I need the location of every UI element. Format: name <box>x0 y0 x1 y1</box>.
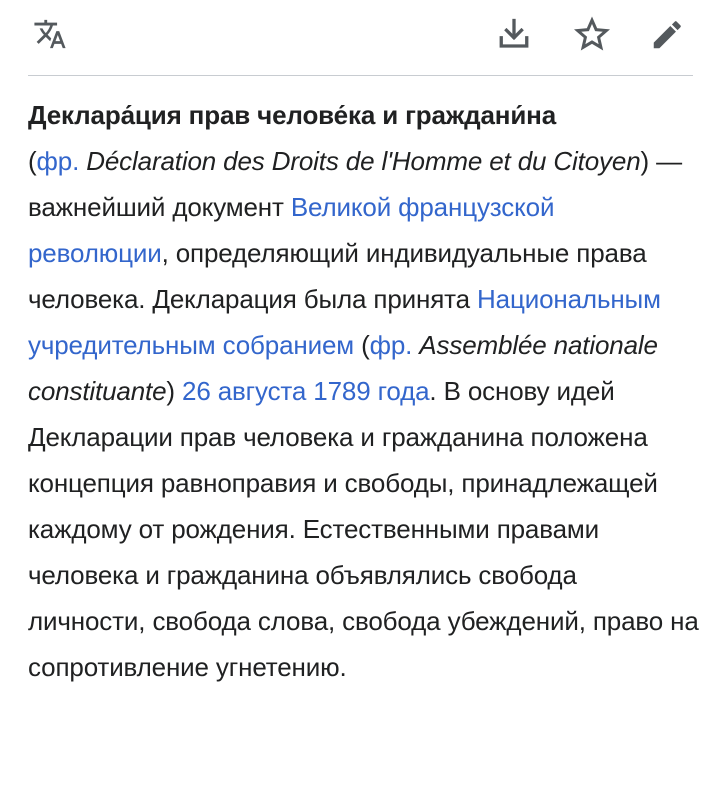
text-segment: , определяющий индивидуальные права человека. Декларация была принята <box>28 238 647 314</box>
link-great-french-revolution[interactable]: Великой французской революции <box>28 192 555 268</box>
french-title: Déclaration des Droits de l'Homme et du Citoyen <box>79 146 641 176</box>
language-link-french[interactable]: фр. <box>36 146 80 176</box>
lead-paragraph <box>28 92 700 690</box>
text-segment: . В основу идей Декларации прав человека и гражданина положена концепция равноправия и свободы, принадлежащей каждому от рождения. Естественными правами человека и гражданина объявлялись свобода личности, свобода слова, свобода убеждений, право на сопротивление угнетению. <box>28 376 699 682</box>
article-lead <box>28 92 700 690</box>
link-national-constituent-assembly[interactable]: Национальным учредительным собранием <box>28 284 661 360</box>
article-title-bold: Деклара́ция прав челове́ка и граждани́на <box>28 100 557 130</box>
toolbar-divider <box>28 75 693 76</box>
translate-icon[interactable] <box>30 14 70 54</box>
text-segment: ( <box>28 146 37 176</box>
language-link-french-2[interactable]: фр. <box>369 330 413 360</box>
french-assembly-name: Assemblée nationale constituante <box>28 330 658 406</box>
pencil-icon[interactable] <box>648 14 688 54</box>
text-segment: ) <box>166 376 183 406</box>
text-segment: ( <box>354 330 370 360</box>
star-icon[interactable] <box>572 14 612 54</box>
text-segment: ) — важнейший документ <box>28 146 682 222</box>
download-icon[interactable] <box>494 14 534 54</box>
article-toolbar <box>0 0 720 72</box>
link-date-26-august-1789[interactable]: 26 августа 1789 года <box>182 376 430 406</box>
